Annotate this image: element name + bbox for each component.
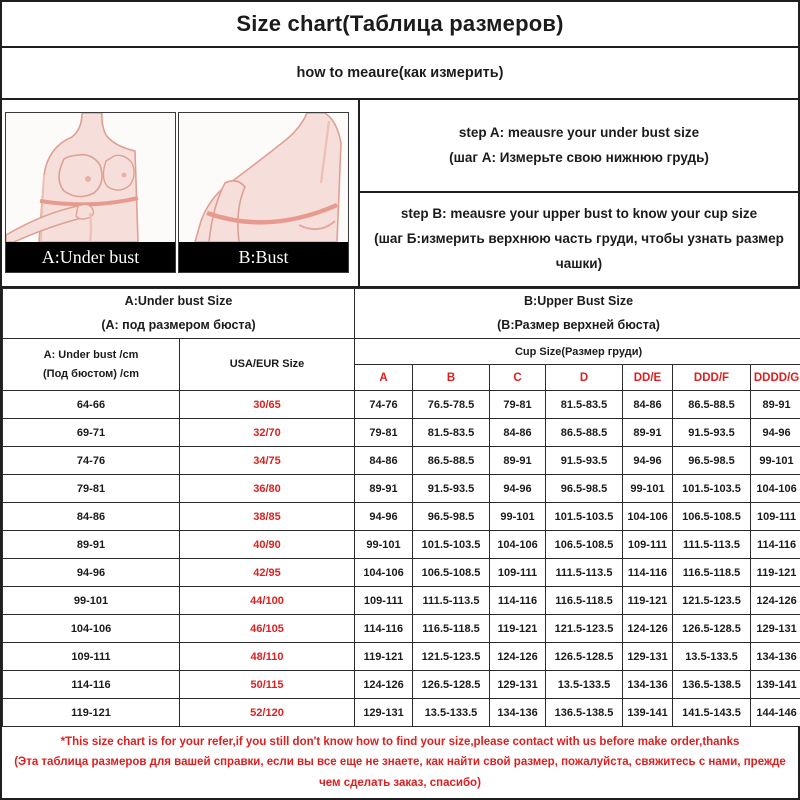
table-row	[3, 531, 800, 559]
cup-range-cell: 124-126	[623, 615, 673, 643]
cup-range-cell: 89-91	[623, 419, 673, 447]
cup-range-cell: 94-96	[751, 419, 800, 447]
cup-range-cell: 86.5-88.5	[413, 447, 490, 475]
measure-section	[2, 100, 798, 288]
cup-column-header: C	[490, 365, 546, 391]
cup-range-cell: 89-91	[751, 391, 800, 419]
cup-range-cell: 124-126	[490, 643, 546, 671]
cup-range-cell: 141.5-143.5	[673, 699, 751, 727]
bust-panel	[178, 112, 349, 273]
cup-range-cell: 126.5-128.5	[546, 643, 623, 671]
cup-range-cell: 79-81	[355, 419, 413, 447]
table-row	[3, 475, 800, 503]
cup-range-cell: 111.5-113.5	[546, 559, 623, 587]
cup-range-cell: 139-141	[623, 699, 673, 727]
column-header-row	[3, 339, 800, 365]
cup-range-cell: 124-126	[751, 587, 800, 615]
cup-range-cell: 134-136	[623, 671, 673, 699]
table-row	[3, 699, 800, 727]
table-row	[3, 643, 800, 671]
cup-range-cell: 104-106	[623, 503, 673, 531]
usa-eur-size-cell: 32/70	[180, 419, 355, 447]
cup-range-cell: 13.5-133.5	[673, 643, 751, 671]
under-bust-cell: 114-116	[3, 671, 180, 699]
cup-range-cell: 119-121	[355, 643, 413, 671]
under-bust-cell: 104-106	[3, 615, 180, 643]
cup-range-cell: 101.5-103.5	[413, 531, 490, 559]
under-bust-column-header	[3, 339, 180, 391]
cup-range-cell: 94-96	[355, 503, 413, 531]
cup-range-cell: 119-121	[623, 587, 673, 615]
step-b-instructions	[360, 193, 798, 286]
usa-eur-size-column-header: USA/EUR Size	[180, 339, 355, 391]
footnote	[2, 727, 798, 798]
under-bust-cell: 89-91	[3, 531, 180, 559]
usa-eur-size-cell: 34/75	[180, 447, 355, 475]
under-bust-caption: A:Under bust	[6, 242, 175, 272]
under-bust-section-header	[3, 289, 355, 339]
cup-range-cell: 109-111	[355, 587, 413, 615]
under-bust-cell: 99-101	[3, 587, 180, 615]
page-title: Size chart(Таблица размеров)	[2, 2, 798, 48]
cup-range-cell: 144-146	[751, 699, 800, 727]
cup-range-cell: 121.5-123.5	[413, 643, 490, 671]
cup-range-cell: 111.5-113.5	[413, 587, 490, 615]
usa-eur-size-cell: 38/85	[180, 503, 355, 531]
cup-range-cell: 84-86	[490, 419, 546, 447]
cup-range-cell: 114-116	[490, 587, 546, 615]
cup-range-cell: 101.5-103.5	[673, 475, 751, 503]
table-row	[3, 447, 800, 475]
cup-range-cell: 109-111	[490, 559, 546, 587]
cup-column-header: A	[355, 365, 413, 391]
table-row	[3, 587, 800, 615]
cup-range-cell: 111.5-113.5	[673, 531, 751, 559]
cup-range-cell: 86.5-88.5	[673, 391, 751, 419]
under-bust-cell: 74-76	[3, 447, 180, 475]
cup-range-cell: 114-116	[355, 615, 413, 643]
under-bust-panel	[5, 112, 176, 273]
steps-cell	[360, 100, 798, 286]
cup-range-cell: 104-106	[355, 559, 413, 587]
cup-range-cell: 104-106	[490, 531, 546, 559]
cup-column-header: D	[546, 365, 623, 391]
table-row	[3, 671, 800, 699]
cup-range-cell: 126.5-128.5	[673, 615, 751, 643]
under-bust-cell: 109-111	[3, 643, 180, 671]
step-a-text-en: step A: meausre your under bust size	[458, 124, 700, 140]
cup-range-cell: 96.5-98.5	[413, 503, 490, 531]
usa-eur-size-cell: 30/65	[180, 391, 355, 419]
table-row	[3, 559, 800, 587]
usa-eur-size-cell: 48/110	[180, 643, 355, 671]
cup-range-cell: 121.5-123.5	[546, 615, 623, 643]
cup-range-cell: 74-76	[355, 391, 413, 419]
size-table	[2, 288, 800, 727]
section-header-row	[3, 289, 800, 339]
how-to-measure-heading: how to meaure(как измерить)	[2, 48, 798, 100]
under-bust-cell: 64-66	[3, 391, 180, 419]
cup-range-cell: 13.5-133.5	[413, 699, 490, 727]
usa-eur-size-cell: 36/80	[180, 475, 355, 503]
step-b-text-en: step B: meausre your upper bust to know your cup size	[400, 206, 758, 222]
upper-bust-section-subtitle: (B:Размер верхней бюста)	[497, 317, 660, 332]
under-bust-cell: 84-86	[3, 503, 180, 531]
under-bust-section-subtitle: (А: под размером бюста)	[101, 317, 256, 332]
footnote-line-en: *This size chart is for your refer,if you still don't know how to find your size,please contact with us before make order,thanks	[60, 736, 740, 749]
cup-range-cell: 109-111	[623, 531, 673, 559]
cup-range-cell: 106.5-108.5	[413, 559, 490, 587]
cup-range-cell: 99-101	[623, 475, 673, 503]
under-bust-illustration	[6, 113, 175, 242]
under-bust-cell: 119-121	[3, 699, 180, 727]
table-row	[3, 419, 800, 447]
cup-range-cell: 119-121	[751, 559, 800, 587]
step-a-instructions	[360, 100, 798, 193]
cup-range-cell: 116.5-118.5	[546, 587, 623, 615]
cup-column-header: B	[413, 365, 490, 391]
cup-range-cell: 121.5-123.5	[673, 587, 751, 615]
table-row	[3, 615, 800, 643]
cup-range-cell: 99-101	[490, 503, 546, 531]
cup-range-cell: 76.5-78.5	[413, 391, 490, 419]
cup-range-cell: 114-116	[623, 559, 673, 587]
under-bust-cell: 79-81	[3, 475, 180, 503]
under-bust-column-line1: A: Under bust /cm	[43, 348, 139, 361]
cup-range-cell: 129-131	[490, 671, 546, 699]
table-row	[3, 503, 800, 531]
cup-column-header: DD/E	[623, 365, 673, 391]
usa-eur-size-cell: 46/105	[180, 615, 355, 643]
cup-range-cell: 91.5-93.5	[546, 447, 623, 475]
usa-eur-size-cell: 50/115	[180, 671, 355, 699]
under-bust-section-title: A:Under bust Size	[124, 293, 233, 308]
under-bust-cell: 94-96	[3, 559, 180, 587]
cup-range-cell: 134-136	[490, 699, 546, 727]
cup-range-cell: 106.5-108.5	[673, 503, 751, 531]
cup-range-cell: 114-116	[751, 531, 800, 559]
cup-range-cell: 116.5-118.5	[413, 615, 490, 643]
cup-range-cell: 86.5-88.5	[546, 419, 623, 447]
cup-range-cell: 139-141	[751, 671, 800, 699]
cup-range-cell: 89-91	[490, 447, 546, 475]
cup-range-cell: 116.5-118.5	[673, 559, 751, 587]
step-b-text-ru: (шаг Б:измерить верхнюю часть груди, чтобы узнать размер чашки)	[374, 231, 784, 271]
upper-bust-section-header	[355, 289, 800, 339]
step-a-text-ru: (шаг А: Измерьте свою нижнюю грудь)	[449, 149, 709, 165]
cup-range-cell: 89-91	[355, 475, 413, 503]
cup-range-cell: 96.5-98.5	[546, 475, 623, 503]
cup-range-cell: 94-96	[623, 447, 673, 475]
cup-range-cell: 126.5-128.5	[413, 671, 490, 699]
cup-range-cell: 84-86	[623, 391, 673, 419]
cup-column-header: DDD/F	[673, 365, 751, 391]
cup-column-header: DDDD/G	[751, 365, 800, 391]
cup-range-cell: 136.5-138.5	[546, 699, 623, 727]
cup-range-cell: 134-136	[751, 643, 800, 671]
usa-eur-size-cell: 40/90	[180, 531, 355, 559]
cup-range-cell: 81.5-83.5	[413, 419, 490, 447]
illustrations-cell	[2, 100, 360, 286]
cup-range-cell: 129-131	[751, 615, 800, 643]
cup-size-header: Cup Size(Размер груди)	[355, 339, 800, 365]
cup-range-cell: 104-106	[751, 475, 800, 503]
cup-range-cell: 91.5-93.5	[673, 419, 751, 447]
usa-eur-size-cell: 42/95	[180, 559, 355, 587]
cup-range-cell: 124-126	[355, 671, 413, 699]
cup-range-cell: 136.5-138.5	[673, 671, 751, 699]
cup-range-cell: 84-86	[355, 447, 413, 475]
upper-bust-section-title: B:Upper Bust Size	[524, 293, 634, 308]
under-bust-column-line2: (Под бюстом) /cm	[43, 367, 139, 380]
cup-range-cell: 129-131	[355, 699, 413, 727]
cup-range-cell: 79-81	[490, 391, 546, 419]
under-bust-cell: 69-71	[3, 419, 180, 447]
cup-range-cell: 91.5-93.5	[413, 475, 490, 503]
bust-caption: B:Bust	[179, 242, 348, 272]
footnote-line-ru: (Эта таблица размеров для вашей справки, если вы все еще не знаете, как найти свой размер, пожалуйста, свяжитесь с нами, прежде чем сделать заказ, спасибо)	[14, 756, 786, 789]
cup-range-cell: 81.5-83.5	[546, 391, 623, 419]
cup-range-cell: 99-101	[751, 447, 800, 475]
cup-range-cell: 96.5-98.5	[673, 447, 751, 475]
usa-eur-size-cell: 52/120	[180, 699, 355, 727]
cup-range-cell: 99-101	[355, 531, 413, 559]
cup-range-cell: 119-121	[490, 615, 546, 643]
size-table-body	[3, 391, 800, 727]
cup-range-cell: 106.5-108.5	[546, 531, 623, 559]
cup-range-cell: 109-111	[751, 503, 800, 531]
cup-range-cell: 13.5-133.5	[546, 671, 623, 699]
usa-eur-size-cell: 44/100	[180, 587, 355, 615]
cup-range-cell: 101.5-103.5	[546, 503, 623, 531]
cup-range-cell: 129-131	[623, 643, 673, 671]
table-row	[3, 391, 800, 419]
cup-range-cell: 94-96	[490, 475, 546, 503]
bust-illustration	[179, 113, 348, 242]
